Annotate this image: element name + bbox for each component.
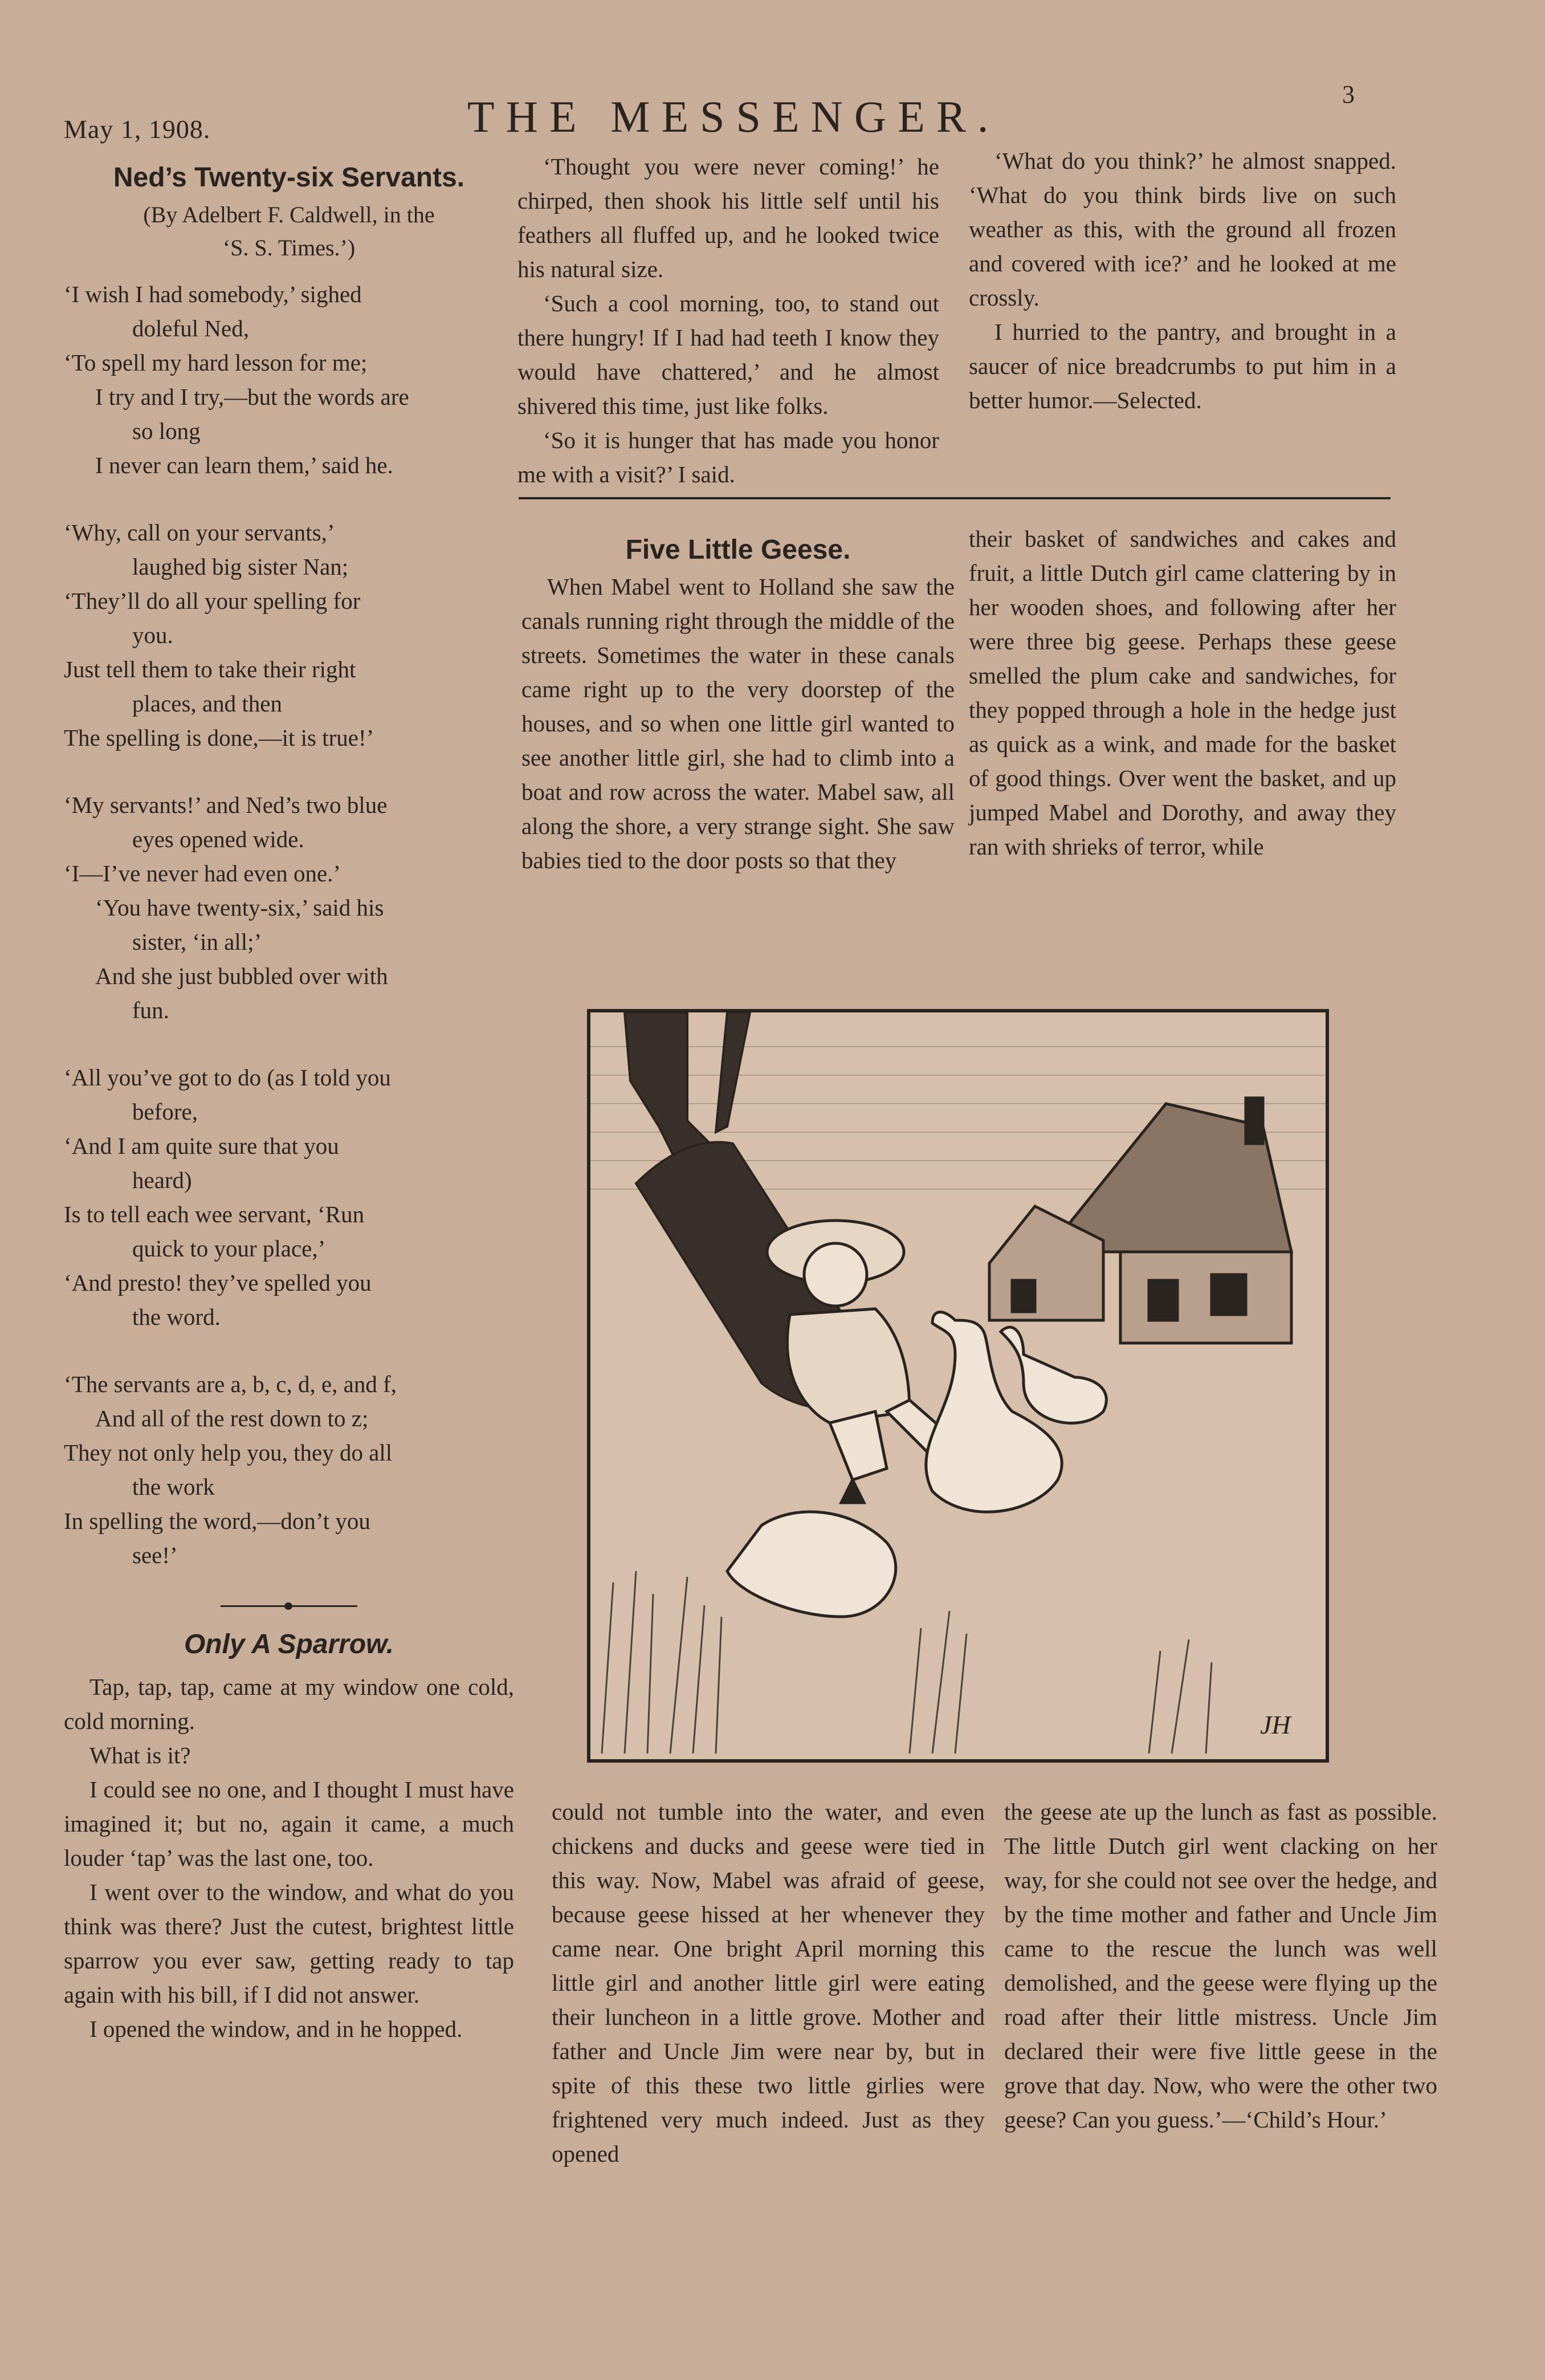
byline-line: (By Adelbert F. Caldwell, in the <box>143 202 435 227</box>
sparrow-paragraph: I opened the window, and in he hopped. <box>89 2016 463 2042</box>
poem-line: ‘Why, call on your servants,’ <box>64 519 335 546</box>
poem-line: ‘And presto! they’ve spelled you <box>64 1270 372 1296</box>
geese-paragraph: the geese ate up the lunch as fast as possible. The little Dutch girl went clacking on her way, for she could not see over the hedge, and by the time mother and father and Uncle Jim came to the rescue the lunch was well demolished, and the geese were flying up the road after their little mistress. Uncle Jim declared their were five little geese in the grove that day. Now, who were the other two geese? Can you guess.’—‘Child’s Hour.’ <box>1004 1799 1437 2133</box>
poem-stanzas <box>64 277 514 1572</box>
poem-line: places, and then <box>132 690 282 717</box>
poem-line: ‘To spell my hard lesson for me; <box>64 349 368 376</box>
sparrow-paragraph: ‘What do you think?’ he almost snapped. ‘What do you think birds live on such weather as this, with the ground all frozen and covered with ice?’ and he looked at me crossly. <box>969 148 1396 311</box>
poem-line: the work <box>132 1474 215 1500</box>
sparrow-paragraph: Tap, tap, tap, came at my window one cold, cold morning. <box>64 1674 514 1734</box>
sparrow-paragraph: I could see no one, and I thought I must have imagined it; but no, again it came, a much louder ‘tap’ was the last one, too. <box>64 1776 514 1871</box>
poem-line: I try and I try,—but the words are <box>95 384 409 410</box>
poem-line: ‘All you’ve got to do (as I told you <box>64 1064 391 1091</box>
geese-column-3-top <box>969 522 1396 864</box>
geese-title: Five Little Geese. <box>625 535 851 565</box>
poem-line: you. <box>132 622 173 648</box>
poem-line: so long <box>132 418 201 444</box>
column-1 <box>64 161 514 2046</box>
poem-line: sister, ‘in all;’ <box>132 929 262 955</box>
sparrow-paragraph: ‘Such a cool morning, too, to stand out there hungry! If I had had teeth I know they would have chattered,’ and he almost shivered this time, just like folks. <box>517 290 939 419</box>
poem-stanza <box>64 1060 514 1334</box>
poem-line: ‘They’ll do all your spelling for <box>64 588 361 614</box>
poem-line: eyes opened wide. <box>132 826 304 852</box>
poem-line: laughed big sister Nan; <box>132 554 349 580</box>
poem-line: ‘My servants!’ and Ned’s two blue <box>64 792 388 818</box>
sparrow-paragraph: What is it? <box>89 1742 191 1768</box>
poem-line: before, <box>132 1099 198 1125</box>
byline-line: ‘S. S. Times.’) <box>222 235 356 261</box>
poem-line: ‘You have twenty-six,’ said his <box>95 894 384 921</box>
geese-paragraph: When Mabel went to Holland she saw the canals running right through the middle of the streets. Sometimes the water in these canals came right up to the very doorstep of the houses, and so when one little girl wanted to see another little girl, she had to climb into a boat and row across the water. Mabel saw, all along the shore, a very strange sight. She saw babies tied to the door posts so that they <box>521 573 955 873</box>
sparrow-paragraph: ‘Thought you were never coming!’ he chirped, then shook his little self until his feathers all fluffed up, and he looked twice his natural size. <box>517 153 939 282</box>
poem-stanza <box>64 277 514 482</box>
illustration-girl-and-geese <box>587 1009 1329 1763</box>
poem-line: ‘I—I’ve never had even one.’ <box>64 860 341 886</box>
column-2-top <box>517 149 939 491</box>
poem-line: Just tell them to take their right <box>64 656 356 682</box>
poem-line: the word. <box>132 1304 221 1330</box>
poem-line: The spelling is done,—it is true!’ <box>64 725 374 751</box>
poem-line: Is to tell each wee servant, ‘Run <box>64 1201 365 1227</box>
geese-column-2-bottom <box>552 1795 985 2171</box>
poem-line: doleful Ned, <box>132 315 249 341</box>
poem-line: heard) <box>132 1167 192 1193</box>
sparrow-title: Only A Sparrow. <box>184 1629 394 1659</box>
poem-stanza <box>64 515 514 755</box>
geese-paragraph: could not tumble into the water, and even chickens and ducks and geese were tied in this way. Now, Mabel was afraid of geese, because geese hissed at her whenever they came near. One bright April morning this little girl and another little girl were eating their luncheon in a little grove. Mother and father and Uncle Jim were near by, but in spite of this these two little girlies were frightened very much indeed. Just as they opened <box>552 1799 985 2167</box>
poem-line: In spelling the word,—don’t you <box>64 1508 370 1534</box>
poem-line: And all of the rest down to z; <box>95 1405 369 1431</box>
poem-line: quick to your place,’ <box>132 1235 326 1262</box>
sparrow-paragraph: ‘So it is hunger that has made you honor me with a visit?’ I said. <box>517 427 939 487</box>
poem-title: Ned’s Twenty-six Servants. <box>113 162 465 193</box>
sparrow-paragraph: I hurried to the pantry, and brought in a saucer of nice breadcrumbs to put him in a better humor.—Selected. <box>969 319 1396 413</box>
issue-date: May 1, 1908. <box>64 115 211 144</box>
poem-line: ‘And I am quite sure that you <box>64 1133 339 1159</box>
poem-line: fun. <box>132 997 169 1023</box>
page-number: 3 <box>1342 80 1355 108</box>
illustrator-signature: JH <box>1260 1710 1291 1739</box>
poem-line: And she just bubbled over with <box>95 963 388 989</box>
poem-byline <box>64 198 514 265</box>
masthead: THE MESSENGER. <box>467 92 1000 141</box>
poem-line: ‘The servants are a, b, c, d, e, and f, <box>64 1371 397 1397</box>
geese-paragraph: their basket of sandwiches and cakes and fruit, a little Dutch girl came clattering by in her wooden shoes, and following after her were three big geese. Perhaps these geese smelled the plum cake and sandwiches, for they popped through a hole in the hedge just as quick as a wink, and made for the basket of good things. Over went the basket, and up jumped Mabel and Dorothy, and away they ran with shrieks of terror, while <box>969 526 1396 860</box>
poem-stanza <box>64 1367 514 1572</box>
geese-column-3-bottom <box>1004 1795 1437 2137</box>
poem-line: see!’ <box>132 1542 178 1568</box>
section-divider <box>221 1605 357 1607</box>
poem-line: I never can learn them,’ said he. <box>95 452 393 478</box>
horizontal-rule <box>519 497 1391 499</box>
poem-line: They not only help you, they do all <box>64 1439 393 1466</box>
column-3-top <box>969 144 1396 417</box>
poem-line: ‘I wish I had somebody,’ sighed <box>64 281 362 307</box>
illustration-drawing <box>590 1012 1326 1759</box>
geese-column-2-top <box>521 533 955 877</box>
poem-stanza <box>64 788 514 1027</box>
sparrow-paragraph: I went over to the window, and what do you think was there? Just the cutest, brightest little sparrow you ever saw, getting ready to tap again with his bill, if I did not answer. <box>64 1879 514 2008</box>
